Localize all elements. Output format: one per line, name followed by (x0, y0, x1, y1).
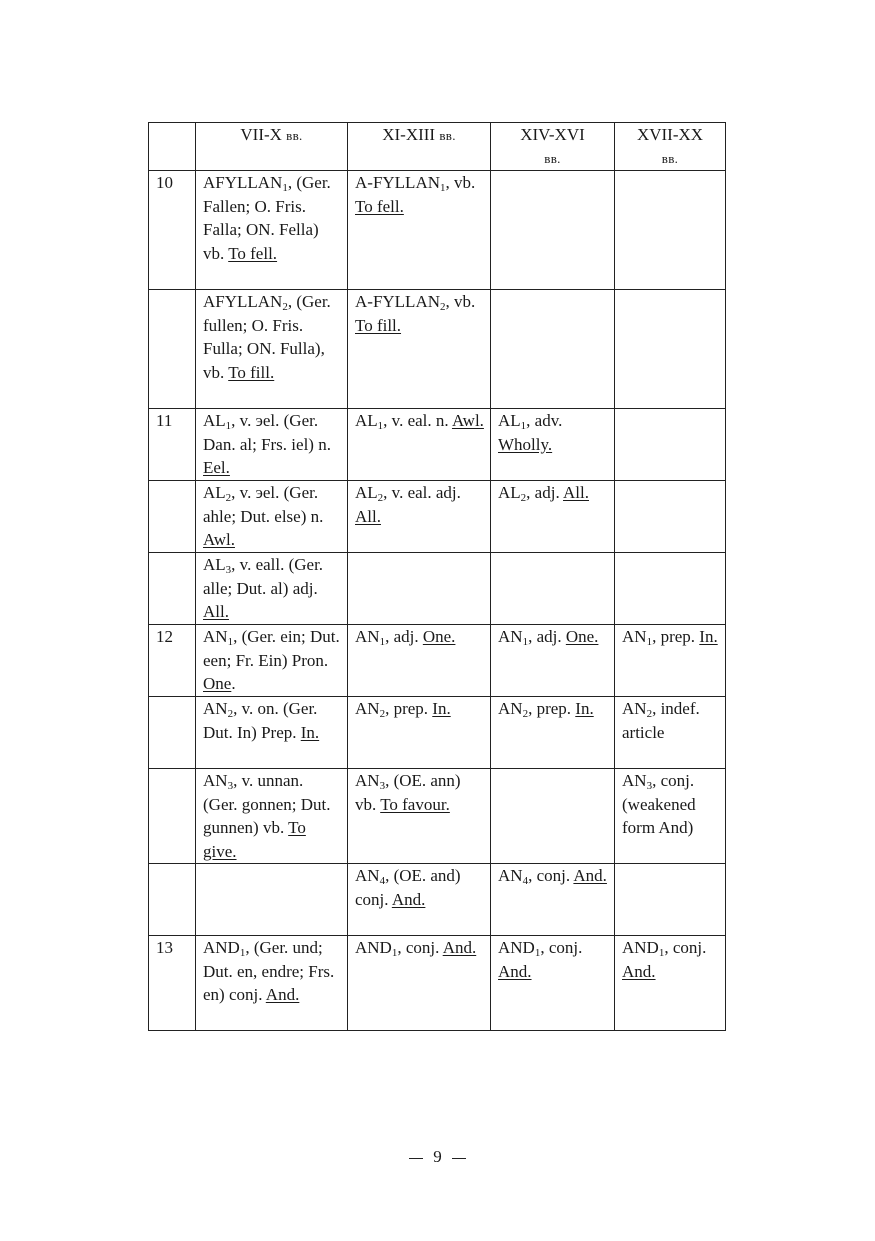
cell-period-xvii-xx (615, 625, 726, 697)
entry-text: , prep. (385, 699, 433, 718)
entry-text: , indef. article (622, 699, 700, 742)
page-footer (0, 1147, 875, 1167)
cell-period-xiv-xvi (491, 553, 615, 625)
entry-text: AN (355, 699, 380, 718)
entry-text: , (OE. ann) vb. (355, 771, 461, 814)
gloss: All. (355, 506, 381, 526)
cell-period-vii-x (196, 409, 348, 481)
subscript-index: 1 (658, 947, 665, 959)
subscript-index: 1 (391, 947, 398, 959)
entry-text: , v. on. (Ger. Dut. In) Prep. (203, 699, 318, 742)
cell-period-xi-xiii (348, 625, 491, 697)
cell-period-xiv-xvi (491, 481, 615, 553)
gloss: In. (575, 699, 594, 718)
entry-text: AND (498, 938, 535, 957)
entry-text: , (Ger. ein; Dut. een; Fr. Ein) Pron. (203, 627, 340, 670)
entry-text: AN (355, 771, 380, 790)
subscript-index: 2 (379, 708, 386, 720)
gloss: One (203, 674, 232, 693)
cell-period-vii-x (196, 625, 348, 697)
cell-period-xiv-xvi (491, 290, 615, 409)
gloss: Eel. (203, 458, 230, 477)
page-number: 9 (433, 1147, 442, 1166)
entry-text: AFYLLAN (203, 292, 283, 311)
cell-period-xvii-xx (615, 769, 726, 864)
entry-text: , (OE. and) conj. (355, 866, 461, 909)
cell-period-xiv-xvi (491, 864, 615, 936)
table-row (149, 697, 726, 769)
entry-text: , v. эel. (Ger. ahle; Dut. else) n. (203, 483, 324, 526)
cell-period-xvii-xx (615, 697, 726, 769)
entry-text: AN (355, 866, 380, 885)
entry-text: AND (622, 938, 659, 957)
gloss: To fill. (228, 362, 275, 382)
subscript-index: 2 (522, 708, 529, 720)
entry-text: , vb. (445, 292, 476, 311)
cell-period-xiv-xvi (491, 409, 615, 481)
header-period-4: XVII-XX вв. (615, 123, 726, 171)
cell-period-xiv-xvi (491, 936, 615, 1031)
cell-period-vii-x (196, 171, 348, 290)
gloss: To fell. (228, 243, 278, 263)
cell-period-vii-x (196, 936, 348, 1031)
entry-text: AL (203, 411, 226, 430)
cell-period-xi-xiii (348, 769, 491, 864)
gloss: To fill. (355, 315, 402, 335)
entry-text: , conj. (664, 938, 707, 957)
entry-text: , (Ger. fullen; O. Fris. Fulla; ON. Fulla), vb. (203, 292, 331, 382)
cell-period-vii-x (196, 769, 348, 864)
entry-text: AL (203, 483, 226, 502)
cell-entry-number: 13 (149, 936, 196, 1031)
gloss: And. (442, 938, 477, 957)
subscript-index: 2 (282, 301, 288, 313)
gloss: One. (422, 627, 456, 646)
gloss: All. (563, 483, 589, 502)
lexicon-table (148, 122, 726, 1031)
subscript-index: 2 (227, 708, 234, 720)
entry-text: , v. eall. (Ger. alle; Dut. al) adj. (203, 555, 324, 598)
header-period-1: VII-X вв. (196, 123, 348, 171)
subscript-index: 2 (440, 301, 446, 313)
subscript-index: 3 (646, 780, 653, 792)
gloss: And. (498, 961, 532, 981)
cell-entry-number (149, 769, 196, 864)
subscript-index: 2 (225, 492, 232, 504)
gloss: To fell. (355, 196, 404, 216)
cell-period-vii-x (196, 864, 348, 936)
subscript-index: 3 (227, 780, 234, 792)
entry-text: , (Ger. Fallen; O. Fris. Falla; ON. Fella) vb. (203, 173, 331, 263)
entry-text: , conj. (540, 938, 583, 957)
gloss: One. (565, 627, 599, 646)
entry-text: AN (622, 627, 647, 646)
table-row (149, 409, 726, 481)
cell-period-xi-xiii (348, 171, 491, 290)
table-row (149, 553, 726, 625)
entry-text: A-FYLLAN (355, 173, 440, 192)
entry-text: AN (203, 627, 228, 646)
cell-period-xi-xiii (348, 481, 491, 553)
subscript-index: 1 (379, 636, 386, 648)
cell-period-vii-x (196, 553, 348, 625)
subscript-index: 1 (227, 636, 234, 648)
gloss: In. (699, 627, 718, 646)
gloss: Awl. (203, 530, 235, 549)
cell-period-xi-xiii (348, 553, 491, 625)
entry-text: AL (355, 483, 378, 502)
gloss: And. (391, 889, 426, 909)
entry-text: , adv. (526, 411, 563, 430)
gloss: To favour. (380, 794, 450, 814)
gloss: In. (300, 722, 320, 742)
subscript-index: 4 (379, 875, 386, 887)
table-row (149, 936, 726, 1031)
cell-period-xi-xiii (348, 864, 491, 936)
entry-text: , v. unnan. (Ger. gonnen; Dut. gunnen) vb. (203, 771, 331, 837)
entry-text: , conj. (528, 866, 574, 885)
cell-entry-number: 11 (149, 409, 196, 481)
cell-period-xvii-xx (615, 553, 726, 625)
entry-text: AN (498, 627, 523, 646)
header-period-3: XIV-XVI вв. (491, 123, 615, 171)
entry-text: AN (622, 699, 647, 718)
cell-period-xvii-xx (615, 864, 726, 936)
cell-period-vii-x (196, 697, 348, 769)
gloss: Awl. (451, 411, 484, 430)
entry-text: AL (203, 555, 226, 574)
cell-period-xvii-xx (615, 409, 726, 481)
cell-period-xvii-xx (615, 936, 726, 1031)
gloss: And. (265, 985, 300, 1004)
table-row (149, 481, 726, 553)
entry-text: AFYLLAN (203, 173, 283, 192)
table-row (149, 171, 726, 290)
entry-text: , prep. (652, 627, 700, 646)
footer-dash-right (452, 1158, 466, 1159)
subscript-index: 1 (377, 420, 384, 432)
cell-entry-number: 10 (149, 171, 196, 290)
cell-entry-number: 12 (149, 625, 196, 697)
cell-period-vii-x (196, 290, 348, 409)
subscript-index: 2 (646, 708, 653, 720)
subscript-index: 1 (440, 182, 446, 194)
subscript-index: 1 (534, 947, 541, 959)
gloss: And. (622, 961, 656, 981)
subscript-index: 3 (379, 780, 386, 792)
cell-period-xvii-xx (615, 171, 726, 290)
gloss: In. (432, 699, 451, 718)
entry-text: AN (498, 699, 523, 718)
footer-dash-left (409, 1158, 423, 1159)
cell-period-xi-xiii (348, 697, 491, 769)
entry-text: AN (622, 771, 647, 790)
header-row (149, 123, 726, 171)
entry-text: A-FYLLAN (355, 292, 440, 311)
gloss: And. (573, 866, 607, 885)
entry-text: , v. eal. adj. (383, 483, 461, 502)
subscript-index: 1 (282, 182, 288, 194)
cell-period-xi-xiii (348, 936, 491, 1031)
entry-text: , adj. (528, 627, 566, 646)
cell-entry-number (149, 697, 196, 769)
gloss: Wholly. (498, 434, 553, 454)
entry-text: , adj. (526, 483, 564, 502)
subscript-index: 4 (522, 875, 529, 887)
gloss: To give. (203, 818, 306, 861)
entry-text: , adj. (385, 627, 423, 646)
entry-text: AL (498, 411, 521, 430)
cell-period-xiv-xvi (491, 769, 615, 864)
table-row (149, 625, 726, 697)
entry-text: AN (203, 699, 228, 718)
cell-period-xvii-xx (615, 481, 726, 553)
cell-entry-number (149, 864, 196, 936)
cell-period-xi-xiii (348, 409, 491, 481)
cell-entry-number (149, 553, 196, 625)
cell-entry-number (149, 290, 196, 409)
subscript-index: 1 (522, 636, 529, 648)
entry-text: , vb. (445, 173, 476, 192)
subscript-index: 2 (520, 492, 527, 504)
cell-period-xi-xiii (348, 290, 491, 409)
subscript-index: 3 (225, 564, 232, 576)
entry-text: , conj. (weakened form And) (622, 771, 696, 837)
header-number (149, 123, 196, 171)
entry-text: AL (498, 483, 521, 502)
subscript-index: 1 (646, 636, 653, 648)
entry-text: AN (203, 771, 228, 790)
entry-text: AN (498, 866, 523, 885)
table-row (149, 290, 726, 409)
entry-text: AND (355, 938, 392, 957)
subscript-index: 1 (239, 947, 246, 959)
entry-text: , (Ger. und; Dut. en, endre; Frs. en) conj. (203, 938, 335, 1004)
cell-period-vii-x (196, 481, 348, 553)
entry-text: , prep. (528, 699, 576, 718)
subscript-index: 2 (377, 492, 384, 504)
subscript-index: 1 (225, 420, 232, 432)
entry-text: , v. eal. n. (383, 411, 452, 430)
entry-text: AN (355, 627, 380, 646)
subscript-index: 1 (520, 420, 527, 432)
cell-period-xiv-xvi (491, 625, 615, 697)
header-period-2: XI-XIII вв. (348, 123, 491, 171)
table-row (149, 864, 726, 936)
cell-period-xiv-xvi (491, 697, 615, 769)
cell-entry-number (149, 481, 196, 553)
entry-text: , conj. (397, 938, 443, 957)
entry-text: AL (355, 411, 378, 430)
gloss: All. (203, 602, 229, 621)
cell-period-xiv-xvi (491, 171, 615, 290)
entry-text: , v. эel. (Ger. Dan. al; Frs. iel) n. (203, 411, 331, 454)
entry-text: AND (203, 938, 240, 957)
entry-text: . (231, 674, 236, 693)
cell-period-xvii-xx (615, 290, 726, 409)
table-row (149, 769, 726, 864)
